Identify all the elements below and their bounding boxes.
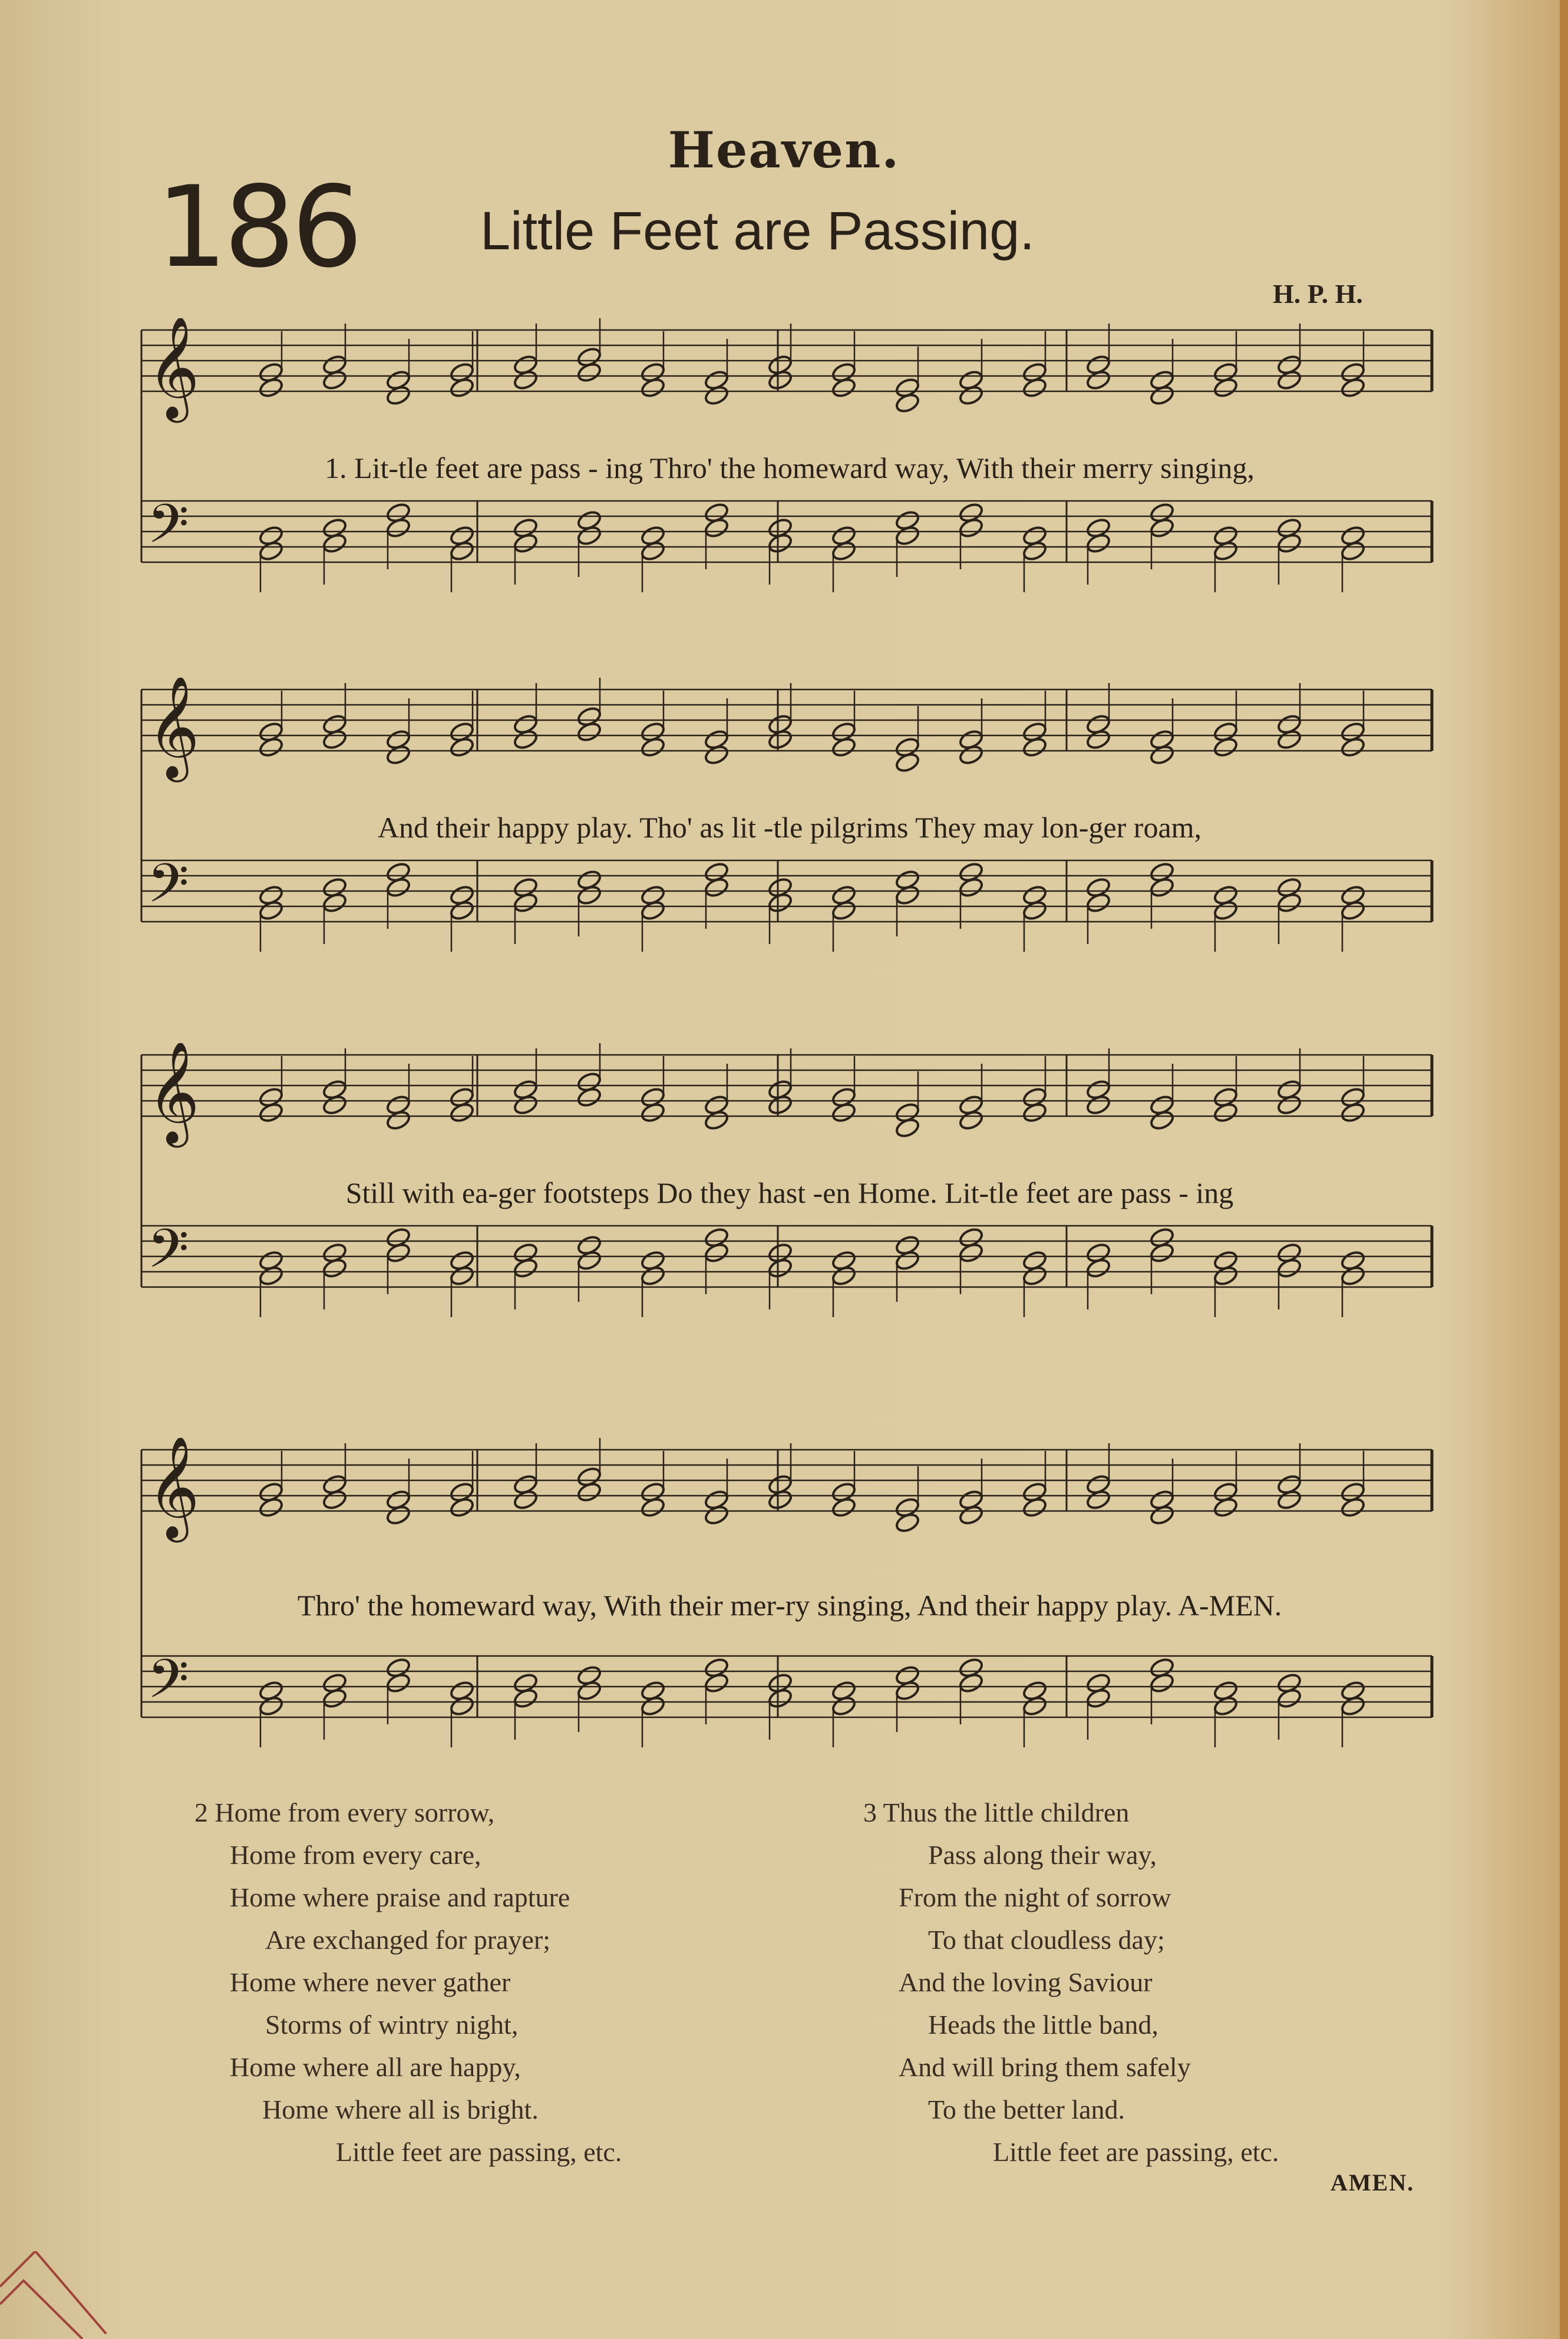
stanza-line: Home where all are happy, <box>230 2052 521 2082</box>
stanza-line: To the better land. <box>928 2094 1125 2124</box>
svg-text:𝄢: 𝄢 <box>147 852 189 928</box>
stanza-line: Are exchanged for prayer; <box>265 1925 551 1955</box>
hymn-number: 186 <box>156 162 359 292</box>
hymn-title: Little Feet are Passing. <box>480 201 1035 261</box>
stanza-refrain: Little feet are passing, etc. <box>336 2137 622 2167</box>
svg-text:𝄞: 𝄞 <box>147 1438 200 1538</box>
composer-initials: H. P. H. <box>1273 279 1363 309</box>
amen-ending: AMEN. <box>1331 2169 1415 2196</box>
music-system-4 <box>136 1438 1444 1768</box>
stanza-line: Pass along their way, <box>928 1840 1157 1870</box>
svg-text:𝄢: 𝄢 <box>147 1218 189 1293</box>
stanza-2 <box>194 1792 622 2173</box>
music-system-2 <box>136 678 1444 972</box>
stanza-number: 2 <box>194 1797 208 1827</box>
lyric-line: And their happy play. Tho' as lit -tle pilgrims They may lon-ger roam, <box>377 811 1202 844</box>
stanza-line: To that cloudless day; <box>928 1925 1165 1955</box>
music-system-1 <box>136 318 1444 613</box>
lyric-line: 1. Lit-tle feet are pass - ing Thro' the homeward way, With their merry singing, <box>325 451 1255 484</box>
music-system-3 <box>136 1043 1444 1338</box>
corner-pencil-mark <box>0 2251 130 2339</box>
stanza-line: From the night of sorrow <box>899 1882 1171 1912</box>
stanza-line: And will bring them safely <box>899 2052 1191 2082</box>
stanza-line: 2 Home from every sorrow, <box>194 1797 495 1827</box>
stanza-number: 3 <box>863 1797 877 1827</box>
svg-text:𝄞: 𝄞 <box>147 318 200 418</box>
stanza-line: 3 Thus the little children <box>863 1797 1130 1827</box>
stanza-line: Home where praise and rapture <box>230 1882 570 1912</box>
lyric-line: Still with ea-ger footsteps Do they hast -en Home. Lit-tle feet are pass - ing <box>345 1176 1234 1209</box>
stanza-line: Home where never gather <box>230 1967 511 1997</box>
stanza-line: Home where all is bright. <box>262 2094 539 2124</box>
stanza-line: Storms of wintry night, <box>265 2010 519 2040</box>
stanza-3 <box>863 1792 1279 2173</box>
svg-text:𝄞: 𝄞 <box>147 678 200 778</box>
svg-text:𝄞: 𝄞 <box>147 1043 200 1143</box>
lyric-line: Thro' the homeward way, With their mer-ry singing, And their happy play. A-MEN. <box>297 1589 1282 1622</box>
svg-text:𝄢: 𝄢 <box>147 493 189 568</box>
stanza-refrain: Little feet are passing, etc. <box>993 2137 1279 2167</box>
stanza-line: Home from every care, <box>230 1840 481 1870</box>
stanza-line: And the loving Saviour <box>899 1967 1153 1997</box>
svg-text:𝄢: 𝄢 <box>147 1648 189 1723</box>
stanza-line: Heads the little band, <box>928 2010 1158 2040</box>
page-edge <box>1560 0 1568 2339</box>
section-heading: Heaven. <box>668 121 900 179</box>
